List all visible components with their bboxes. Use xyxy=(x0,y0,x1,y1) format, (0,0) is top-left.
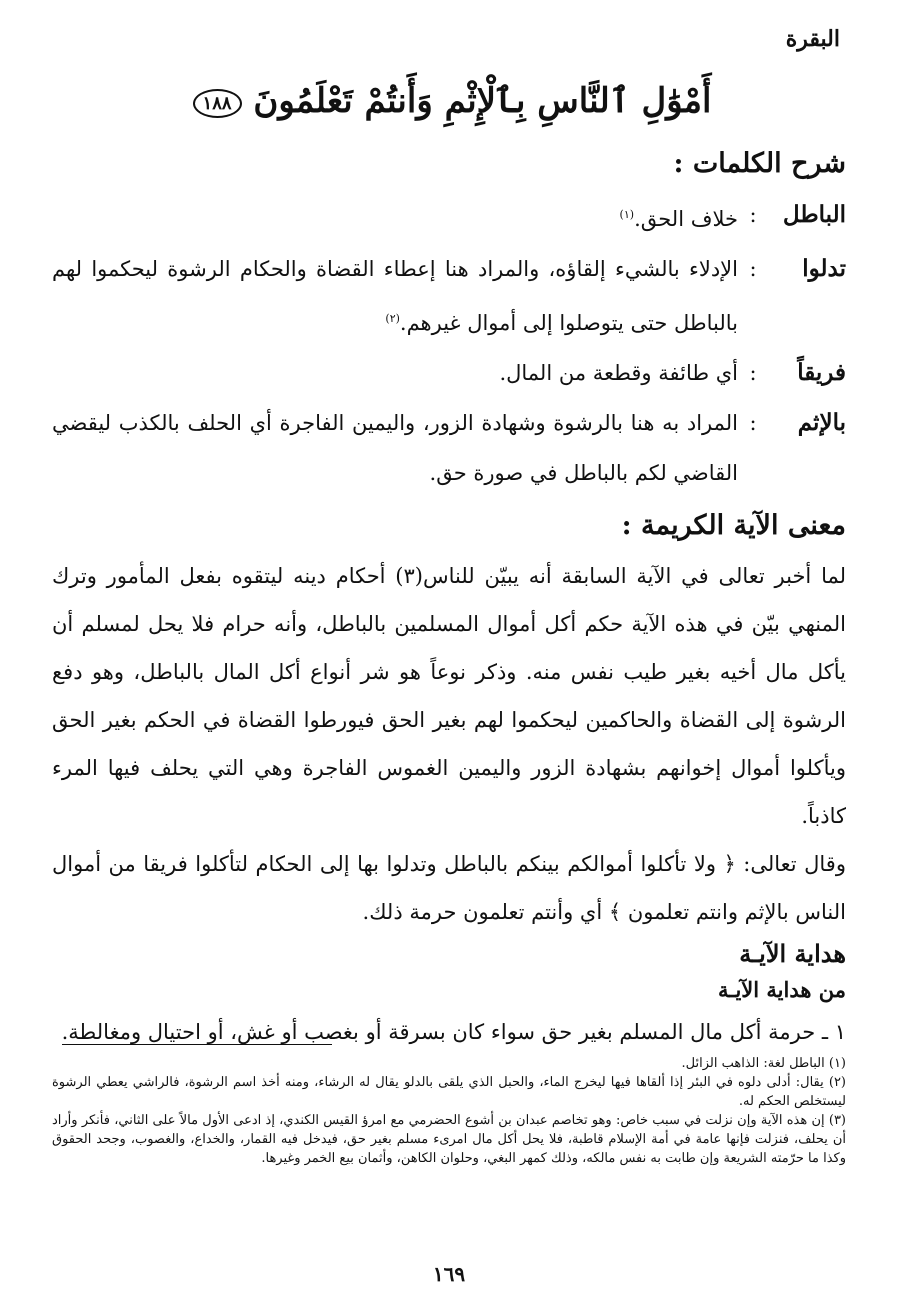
glossary-title: شرح الكلمات : xyxy=(673,148,846,179)
colon: : xyxy=(749,361,757,385)
glossary-item xyxy=(52,244,846,348)
footnotes xyxy=(52,1054,846,1168)
footnote-ref: (٢) xyxy=(385,312,400,325)
surah-name: البقرة xyxy=(785,26,840,52)
colon: : xyxy=(749,203,757,227)
glossary-term: فريقاً xyxy=(797,359,846,386)
definition-text: الإدلاء بالشيء إلقاؤه، والمراد هنا إعطاء القضاة والحكام الرشوة ليحكموا لهم بالباطل حتى يتوصلوا إلى أموال غيرهم. xyxy=(52,257,738,335)
meaning-title: معنى الآية الكريمة : xyxy=(621,510,846,541)
glossary-item xyxy=(52,398,846,498)
glossary-definition: أي طائفة وقطعة من المال. xyxy=(499,361,738,385)
verse-text: أَمْوَٰلِ ٱلنَّاسِ بِٱلْإِثْمِ وَأَنتُمْ تَعْلَمُونَ xyxy=(253,81,712,121)
colon: : xyxy=(749,257,757,281)
footnote: (١) الباطل لغة: الذاهب الزائل. xyxy=(681,1056,846,1071)
footnote-ref: (١) xyxy=(619,208,635,221)
guidance-title: هداية الآيـة xyxy=(739,939,846,968)
glossary-term: تدلوا xyxy=(802,255,846,282)
definition-text: خلاف الحق. xyxy=(634,207,738,231)
glossary-term: الباطل xyxy=(782,201,846,228)
main-content xyxy=(52,142,846,1056)
glossary-item xyxy=(52,190,846,244)
meaning-paragraph: لما أخبر تعالى في الآية السابقة أنه يبيّن للناس(٣) أحكام دينه ليتقوه بفعل المأمور وترك المنهي بيّن في هذه الآية حكم أكل أموال المسلمين بالباطل، وأنه حرام فلا يحل لمسلم أن يأكل مال أخيه بغير طيب نفس منه. وذكر نوعاً هو شر أنواع أكل المال بالباطل، وهو دفع الرشوة إلى القضاة والحاكمين ليحكموا لهم بغير الحق فيورطوا القضاة في الحكم بغير الحق ويأكلوا أموال إخوانهم بشهادة الزور واليمين الغموس الفاجرة وهي التي يحلف فيها المرء كاذباً. xyxy=(52,564,847,828)
footnote-divider xyxy=(62,1044,332,1045)
footnote: (٣) إن هذه الآية وإن نزلت في سبب خاص: وهو تخاصم عبدان بن أشوع الحضرمي مع امرؤ القيس الكندي، إذ ادعى الأول مالاً على الثاني، فأنكر وأراد أن يحلف، فنزلت فإنها عامة في أمة الإسلام قاطبة، فلا يحل أكل مال امرىء مسلم بغير حق، فيدخل فيه القمار، والخداع، والغصوب، وجحد الحقوق وكذا ما حرّمته الشريعة وإن طابت به نفس مالكه، وذلك كمهر البغي، وحلوان الكاهن، وأثمان بيع الخمر وغيرها. xyxy=(52,1113,846,1166)
meaning-paragraph: وقال تعالى: ﴿ ولا تأكلوا أموالكم بينكم بالباطل وتدلوا بها إلى الحكام لتأكلوا فريقا من أموال الناس بالإثم وانتم تعلمون ﴾ أي وأنتم تعلمون حرمة ذلك. xyxy=(52,852,846,924)
guidance-subtitle: من هداية الآيـة xyxy=(718,977,846,1002)
footnote: (٢) يقال: أدلى دلوه في البئر إذا ألقاها فيها ليخرج الماء، والحبل الذي يلقى بالدلو يقال له الرشاء، ومنه أخذ اسم الرشوة، فالراشي يعطي الرشوة ليستخلص الحكم له. xyxy=(52,1075,846,1109)
page-number: ١٦٩ xyxy=(432,1262,466,1286)
surah-header xyxy=(58,26,840,52)
glossary-definition: المراد به هنا بالرشوة وشهادة الزور، واليمين الفاجرة أي الحلف بالكذب ليقضي القاضي لكم بالباطل في صورة حق. xyxy=(52,411,738,485)
glossary-term: بالإثم xyxy=(797,409,846,436)
guidance-item: ١ ـ حرمة أكل مال المسلم بغير حق سواء كان بسرقة أو بغصب أو غش، أو احتيال ومغالطة. xyxy=(61,1020,846,1044)
quran-verse xyxy=(0,80,898,121)
colon: : xyxy=(749,411,757,435)
verse-number: ١٨٨ xyxy=(193,89,242,118)
glossary-definition xyxy=(52,190,738,244)
glossary-definition xyxy=(52,244,738,348)
glossary-item xyxy=(52,348,846,398)
